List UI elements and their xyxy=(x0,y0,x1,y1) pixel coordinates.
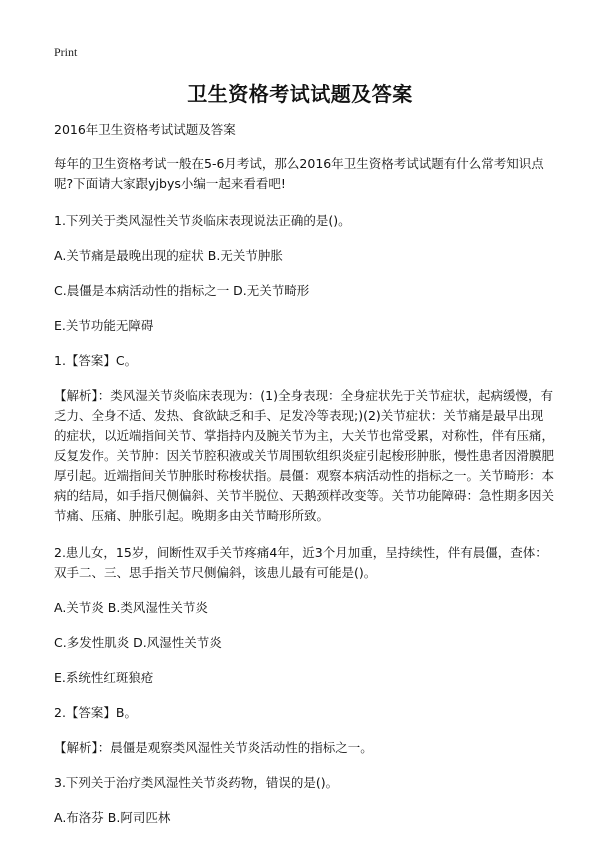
question-1-options-cd: C.晨僵是本病活动性的指标之一 D.无关节畸形 xyxy=(54,283,310,298)
question-2-options-cd: C.多发性肌炎 D.风湿性关节炎 xyxy=(54,635,222,650)
question-1-analysis: 【解析】：类风湿关节炎临床表现为：(1)全身表现：全身症状先于关节症状，起病缓慢，有乏力、全身不适、发热、食欲缺乏和手、足发冷等表现;)(2)关节症状：关节痛是最早出现的症状，以近端指间关节、掌指持内及腕关节为主，大关节也常受累，对称性，伴有压痛，反复发作。关节肿：因关节腔积液或关节周围软组织炎症引起梭形肿胀，慢性患者因滑膜肥厚引起。近端指间关节肿胀时称梭状指。晨僵：观察本病活动性的指标之一。关节畸形：本病的结局，如手指尺侧偏斜、关节半脱位、天鹅颈样改变等。关节功能障碍：急性期多因关节痛、压痛、肿胀引起。晚期多由关节畸形所致。 xyxy=(54,388,555,523)
intro-paragraph: 每年的卫生资格考试一般在5-6月考试，那么2016年卫生资格考试试题有什么常考知识点呢?下面请大家跟yjbys小编一起来看看吧! xyxy=(54,156,544,191)
article-body xyxy=(54,120,554,843)
question-2-analysis: 【解析】：晨僵是观察类风湿性关节炎活动性的指标之一。 xyxy=(54,740,373,755)
question-3: 3.下列关于治疗类风湿性关节炎药物，错误的是()。 xyxy=(54,775,339,790)
question-1-options-ab: A.关节痛是最晚出现的症状 B.无关节肿胀 xyxy=(54,248,283,263)
question-1: 1.下列关于类风湿性关节炎临床表现说法正确的是()。 xyxy=(54,213,351,228)
question-1-options-e: E.关节功能无障碍 xyxy=(54,318,154,333)
article-subtitle: 2016年卫生资格考试试题及答案 xyxy=(54,122,236,137)
question-2: 2.患儿女，15岁，间断性双手关节疼痛4年，近3个月加重，呈持续性，伴有晨僵，查体：双手二、三、思手指关节尺侧偏斜，该患儿最有可能是()。 xyxy=(54,545,548,580)
page-title: 卫生资格考试试题及答案 xyxy=(187,82,413,106)
question-2-answer: 2.【答案】B。 xyxy=(54,705,138,720)
print-link[interactable]: Print xyxy=(54,45,78,59)
question-2-options-ab: A.关节炎 B.类风湿性关节炎 xyxy=(54,600,208,615)
question-3-options-ab: A.布洛芬 B.阿司匹林 xyxy=(54,810,171,825)
question-2-options-e: E.系统性红斑狼疮 xyxy=(54,670,154,685)
question-1-answer: 1.【答案】C。 xyxy=(54,353,138,368)
